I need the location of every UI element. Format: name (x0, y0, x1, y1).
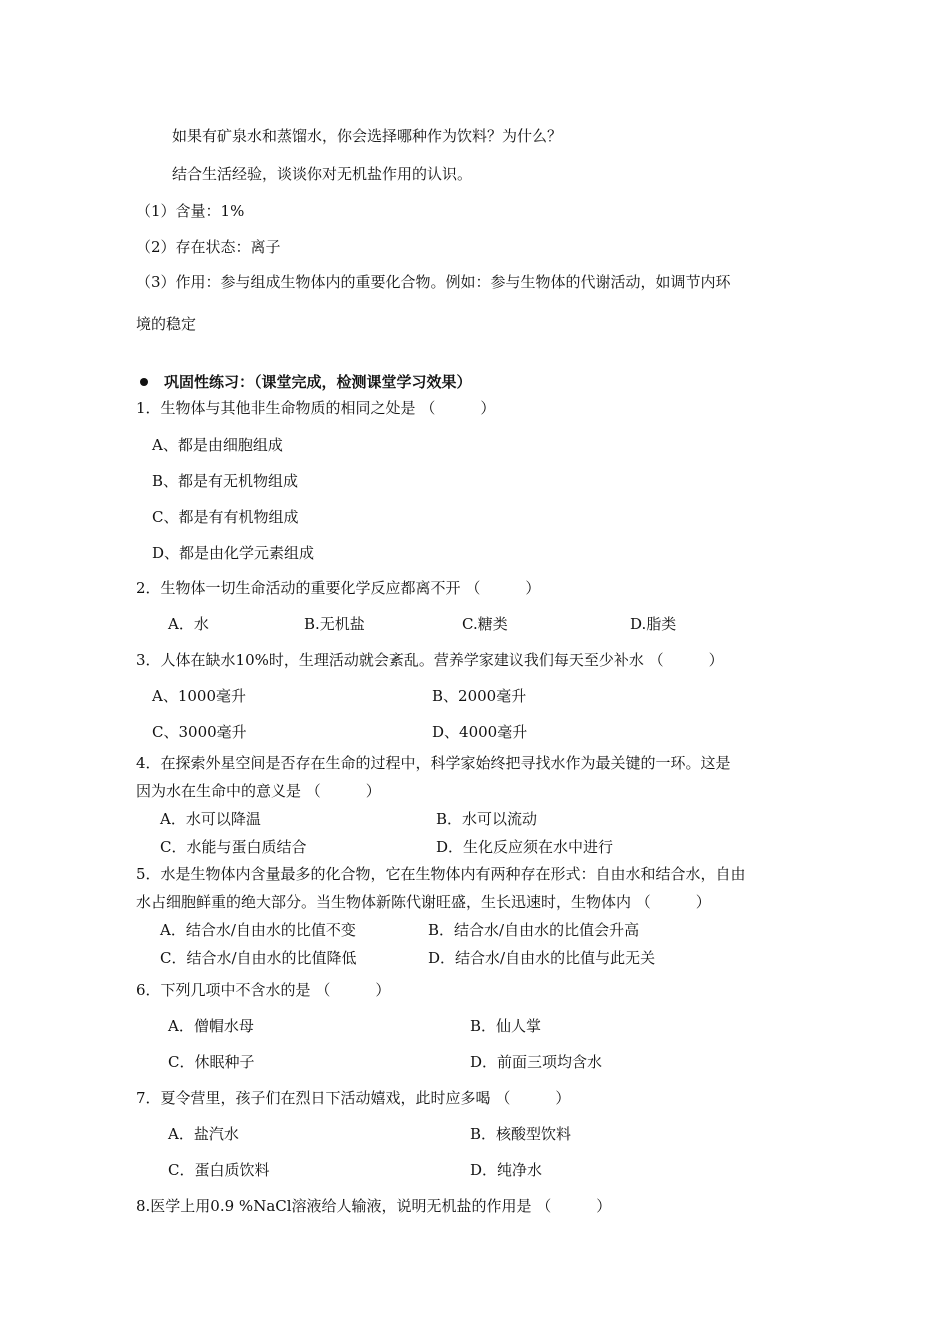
question-2-option-a: A．水 (168, 615, 209, 633)
question-1-option-c: C、都是有有机物组成 (152, 508, 299, 526)
question-4-option-d: D．生化反应须在水中进行 (436, 838, 614, 856)
question-5-stem: 5．水是生物体内含量最多的化合物，它在生物体内有两种存在形式：自由水和结合水，自由 (136, 865, 746, 883)
question-4-option-c: C．水能与蛋白质结合 (160, 838, 307, 856)
question-7-stem: 7．夏令营里，孩子们在烈日下活动嬉戏，此时应多喝 （ ） (136, 1089, 571, 1107)
question-6-option-a: A．僧帽水母 (168, 1017, 254, 1035)
question-2-stem: 2．生物体一切生命活动的重要化学反应都离不开 （ ） (136, 579, 541, 597)
question-2-option-d: D.脂类 (630, 615, 677, 633)
intro-point-function-cont: 境的稳定 (136, 315, 197, 333)
section-title: 巩固性练习：（课堂完成，检测课堂学习效果） (164, 373, 472, 391)
question-2-option-c: C.糖类 (462, 615, 508, 633)
question-6-option-d: D．前面三项均含水 (470, 1053, 603, 1071)
intro-point-state: （2）存在状态：离子 (136, 238, 281, 256)
question-3-stem: 3．人体在缺水10%时，生理活动就会紊乱。营养学家建议我们每天至少补水 （ ） (136, 651, 724, 669)
question-6-option-c: C．休眠种子 (168, 1053, 255, 1071)
intro-point-content: （1）含量：1% (136, 202, 245, 220)
question-4-option-a: A．水可以降温 (160, 810, 261, 828)
question-4-stem-cont: 因为水在生命中的意义是 （ ） (136, 782, 381, 800)
question-1-option-a: A、都是由细胞组成 (152, 436, 283, 454)
question-8-stem: 8.医学上用0.9 %NaCl溶液给人输液，说明无机盐的作用是 （ ） (136, 1197, 612, 1215)
question-3-option-b: B、2000毫升 (432, 687, 527, 705)
intro-point-function: （3）作用：参与组成生物体内的重要化合物。例如：参与生物体的代谢活动，如调节内环 (136, 273, 731, 291)
question-5-option-c: C．结合水/自由水的比值降低 (160, 949, 357, 967)
question-3-option-d: D、4000毫升 (432, 723, 528, 741)
question-7-option-d: D．纯净水 (470, 1161, 543, 1179)
question-4-stem: 4．在探索外星空间是否存在生命的过程中，科学家始终把寻找水作为最关键的一环。这是 (136, 754, 731, 772)
question-5-option-b: B．结合水/自由水的比值会升高 (428, 921, 640, 939)
intro-question-mineral-water: 如果有矿泉水和蒸馏水，你会选择哪种作为饮料？为什么？ (172, 127, 563, 145)
intro-question-inorganic-salt: 结合生活经验，谈谈你对无机盐作用的认识。 (172, 165, 473, 183)
question-1-option-d: D、都是由化学元素组成 (152, 544, 315, 562)
question-1-stem: 1．生物体与其他非生命物质的相同之处是 （ ） (136, 399, 496, 417)
question-1-option-b: B、都是有无机物组成 (152, 472, 299, 490)
question-5-stem-cont: 水占细胞鲜重的绝大部分。当生物体新陈代谢旺盛，生长迅速时，生物体内 （ ） (136, 893, 711, 911)
question-6-stem: 6．下列几项中不含水的是 （ ） (136, 981, 391, 999)
question-7-option-a: A．盐汽水 (168, 1125, 239, 1143)
question-4-option-b: B．水可以流动 (436, 810, 538, 828)
question-7-option-b: B．核酸型饮料 (470, 1125, 572, 1143)
question-5-option-a: A．结合水/自由水的比值不变 (160, 921, 356, 939)
question-2-option-b: B.无机盐 (304, 615, 365, 633)
bullet-icon (140, 378, 148, 386)
question-6-option-b: B．仙人掌 (470, 1017, 542, 1035)
question-3-option-a: A、1000毫升 (152, 687, 247, 705)
question-7-option-c: C．蛋白质饮料 (168, 1161, 270, 1179)
question-5-option-d: D．结合水/自由水的比值与此无关 (428, 949, 656, 967)
question-3-option-c: C、3000毫升 (152, 723, 247, 741)
